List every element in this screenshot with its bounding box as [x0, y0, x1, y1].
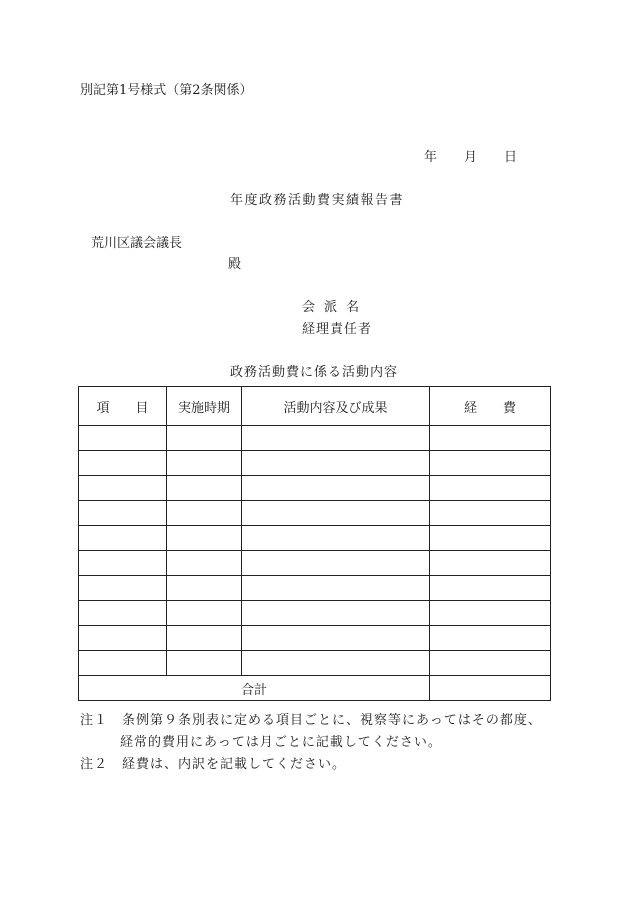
period-cell[interactable]: [167, 576, 242, 601]
table-row: [79, 576, 551, 601]
table-row: [79, 476, 551, 501]
table-row: [79, 526, 551, 551]
activity-cell[interactable]: [242, 476, 430, 501]
activity-cell[interactable]: [242, 526, 430, 551]
document-title: 年度政務活動費実績報告書: [230, 193, 405, 208]
table-row: [79, 651, 551, 676]
notes: [80, 710, 542, 776]
table-title: 政務活動費に係る活動内容: [230, 365, 399, 380]
table-row: [79, 451, 551, 476]
period-cell[interactable]: [167, 476, 242, 501]
date-month-label: 月: [464, 150, 478, 165]
period-cell[interactable]: [167, 601, 242, 626]
expense-cell[interactable]: [430, 601, 551, 626]
addressee: 荒川区議会議長: [91, 236, 183, 251]
expense-cell[interactable]: [430, 576, 551, 601]
total-label: 合計: [79, 676, 430, 701]
accountant-label: 経理責任者: [302, 322, 373, 337]
faction-label: 会派名: [302, 300, 369, 315]
item-cell[interactable]: [79, 501, 167, 526]
expense-cell[interactable]: [430, 651, 551, 676]
period-cell[interactable]: [167, 651, 242, 676]
header-period: 実施時期: [167, 387, 242, 426]
table-row: [79, 601, 551, 626]
table-row: [79, 626, 551, 651]
activity-cell[interactable]: [242, 601, 430, 626]
period-cell[interactable]: [167, 626, 242, 651]
activity-cell[interactable]: [242, 501, 430, 526]
header-activity: 活動内容及び成果: [242, 387, 430, 426]
period-cell[interactable]: [167, 501, 242, 526]
period-cell[interactable]: [167, 426, 242, 451]
table-row: [79, 501, 551, 526]
activity-cell[interactable]: [242, 576, 430, 601]
expense-cell[interactable]: [430, 476, 551, 501]
item-cell[interactable]: [79, 526, 167, 551]
activity-cell[interactable]: [242, 626, 430, 651]
activity-cell[interactable]: [242, 451, 430, 476]
item-cell[interactable]: [79, 626, 167, 651]
date-day-label: 日: [504, 150, 518, 165]
activity-cell[interactable]: [242, 551, 430, 576]
table-row: [79, 551, 551, 576]
item-cell[interactable]: [79, 651, 167, 676]
header-item: 項 目: [79, 387, 167, 426]
form-label: 別記第1号様式（第2条関係）: [80, 83, 253, 98]
item-cell[interactable]: [79, 576, 167, 601]
activity-cell[interactable]: [242, 651, 430, 676]
item-cell[interactable]: [79, 451, 167, 476]
activity-table: [78, 386, 551, 701]
period-cell[interactable]: [167, 526, 242, 551]
header-expense: 経 費: [430, 387, 551, 426]
item-cell[interactable]: [79, 426, 167, 451]
expense-cell[interactable]: [430, 426, 551, 451]
expense-cell[interactable]: [430, 551, 551, 576]
expense-cell[interactable]: [430, 526, 551, 551]
total-row: [79, 676, 551, 701]
honorific: 殿: [228, 257, 242, 272]
expense-cell[interactable]: [430, 451, 551, 476]
total-value-cell[interactable]: [430, 676, 551, 701]
note-1-line-2: 経常的費用にあっては月ごとに記載してください。: [120, 735, 442, 750]
table-row: [79, 426, 551, 451]
item-cell[interactable]: [79, 551, 167, 576]
activity-cell[interactable]: [242, 426, 430, 451]
note-1-line-1: 注１ 条例第９条別表に定める項目ごとに、視察等にあってはその都度、: [80, 713, 542, 728]
table-header-row: [79, 387, 551, 426]
expense-cell[interactable]: [430, 501, 551, 526]
date-year-label: 年: [424, 150, 438, 165]
period-cell[interactable]: [167, 451, 242, 476]
item-cell[interactable]: [79, 476, 167, 501]
note-2: 注２ 経費は、内訳を記載してください。: [80, 757, 347, 772]
item-cell[interactable]: [79, 601, 167, 626]
period-cell[interactable]: [167, 551, 242, 576]
expense-cell[interactable]: [430, 626, 551, 651]
